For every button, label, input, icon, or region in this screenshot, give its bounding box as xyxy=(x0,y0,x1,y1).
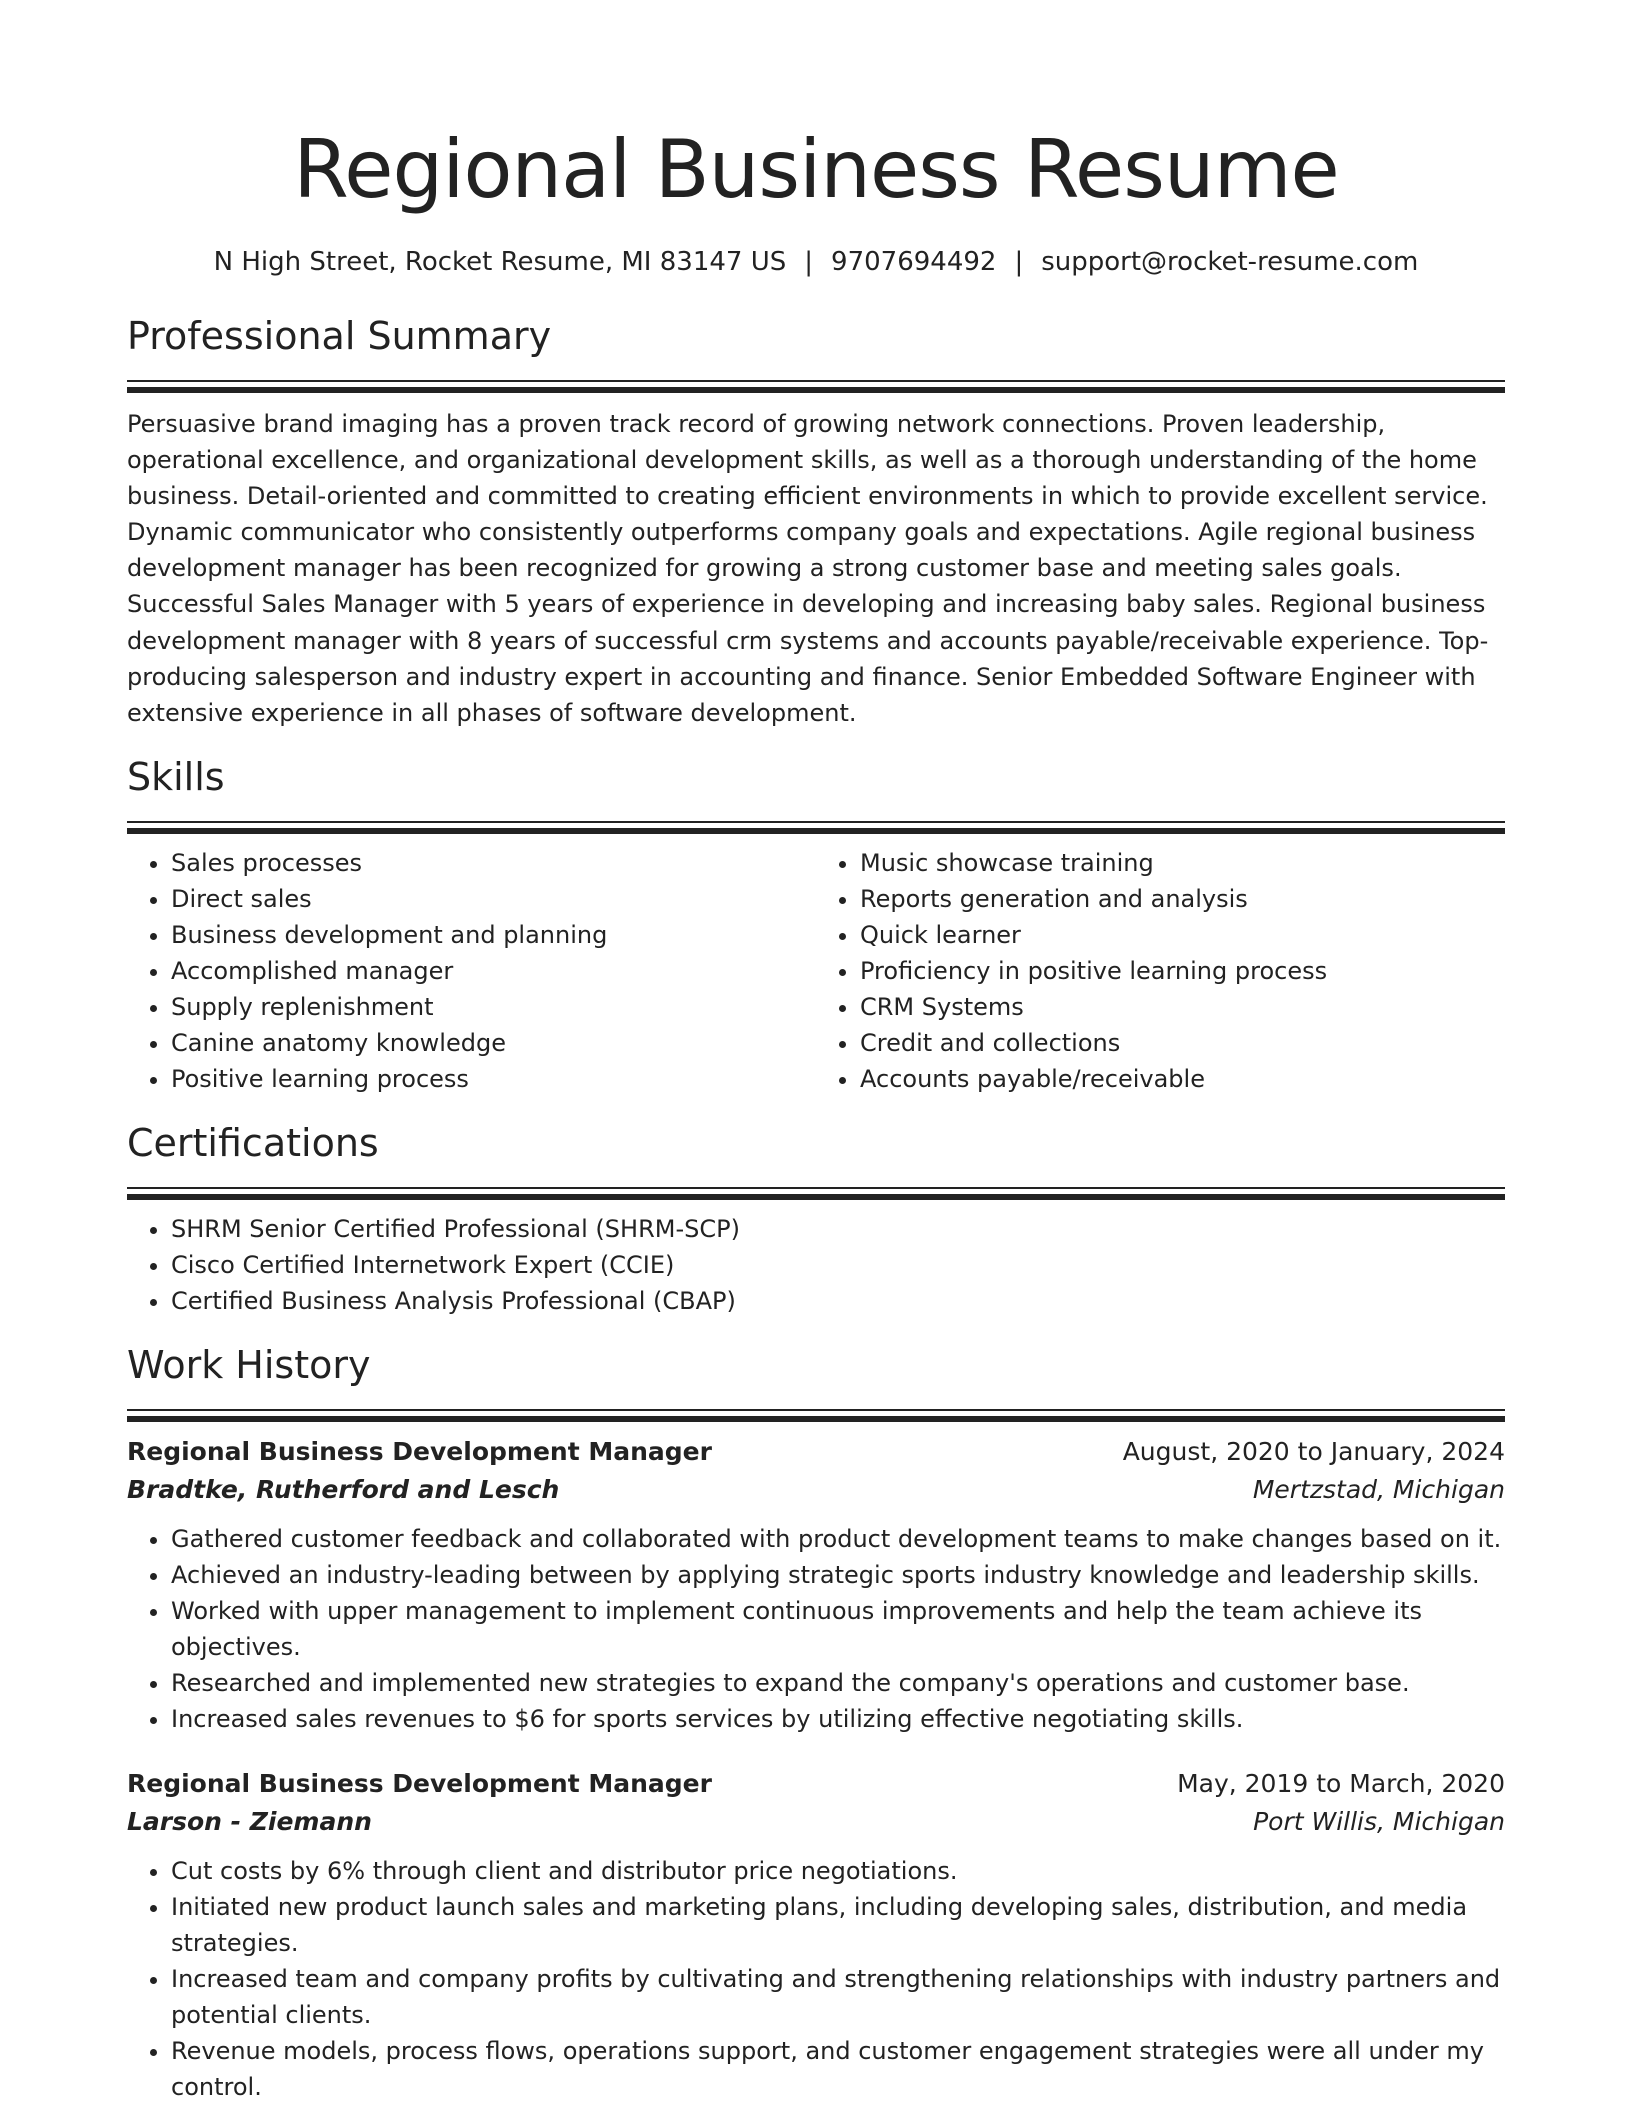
job-bullet: • Cut costs by 6% through client and distributor price negotiations. xyxy=(171,1853,1505,1889)
skill-item: • Quick learner xyxy=(860,917,1505,953)
work-history-section xyxy=(127,1341,1505,2105)
job-subheader xyxy=(127,1803,1505,1841)
contact-phone: 9707694492 xyxy=(831,247,997,277)
skill-item: • Accomplished manager xyxy=(171,953,816,989)
contact-address: N High Street, Rocket Resume, MI 83147 US xyxy=(213,247,787,277)
certification-item: • Cisco Certified Internetwork Expert (CCIE) xyxy=(171,1247,1505,1283)
summary-heading: Professional Summary xyxy=(127,314,552,358)
job-title: Regional Business Development Manager xyxy=(127,1436,712,1466)
job-bullet: • Initiated new product launch sales and marketing plans, including developing sales, distribution, and media strategies. xyxy=(171,1889,1505,1961)
contact-separator: | xyxy=(1014,247,1024,277)
job-bullet: • Increased sales revenues to $6 for sports services by utilizing effective negotiating skills. xyxy=(171,1701,1505,1737)
skill-item: • Credit and collections xyxy=(860,1025,1505,1061)
skill-item: • Sales processes xyxy=(171,845,816,881)
job-header xyxy=(127,1433,1505,1471)
job-dates: August, 2020 to January, 2024 xyxy=(1122,1436,1505,1466)
skill-item: • Canine anatomy knowledge xyxy=(171,1025,816,1061)
skill-item: • Proficiency in positive learning process xyxy=(860,953,1505,989)
job-dates: May, 2019 to March, 2020 xyxy=(1177,1768,1505,1798)
resume-title: Regional Business Resume xyxy=(293,123,1339,216)
skills-left-list xyxy=(127,845,816,1097)
contact-separator: | xyxy=(804,247,814,277)
job-entry xyxy=(127,1765,1505,2105)
job-title: Regional Business Development Manager xyxy=(127,1768,712,1798)
certification-item: • SHRM Senior Certified Professional (SHRM-SCP) xyxy=(171,1211,1505,1247)
contact-email: support@rocket-resume.com xyxy=(1041,247,1419,277)
skill-item: • Reports generation and analysis xyxy=(860,881,1505,917)
skills-section xyxy=(127,753,1505,1097)
certifications-list xyxy=(127,1211,1505,1319)
skills-right-list xyxy=(816,845,1505,1097)
section-divider xyxy=(127,1409,1505,1423)
skills-columns xyxy=(127,845,1505,1097)
skill-item: • Accounts payable/receivable xyxy=(860,1061,1505,1097)
skill-item: • Music showcase training xyxy=(860,845,1505,881)
summary-text: Persuasive brand imaging has a proven track record of growing network connections. Proven leadership, operational excellence, and organizational development skills, as well as a thorough understanding of the home business. Detail-oriented and committed to creating efficient environments in which to provide excellent service. Dynamic communicator who consistently outperforms company goals and expectations. Agile regional business development manager has been recognized for growing a strong customer base and meeting sales goals. Successful Sales Manager with 5 years of experience in developing and increasing baby sales. Regional business development manager with 8 years of successful crm systems and accounts payable/receivable experience. Top-producing salesperson and industry expert in accounting and finance. Senior Embedded Software Engineer with extensive experience in all phases of software development. xyxy=(127,410,1489,727)
job-subheader xyxy=(127,1471,1505,1509)
job-bullets xyxy=(127,1853,1505,2105)
job-entry xyxy=(127,1433,1505,1737)
section-divider xyxy=(127,1187,1505,1201)
certification-item: • Certified Business Analysis Professional (CBAP) xyxy=(171,1283,1505,1319)
job-bullet: • Researched and implemented new strategies to expand the company's operations and customer base. xyxy=(171,1665,1505,1701)
job-bullet: • Achieved an industry-leading between by applying strategic sports industry knowledge and leadership skills. xyxy=(171,1557,1505,1593)
skills-heading: Skills xyxy=(127,754,225,799)
skill-item: • Positive learning process xyxy=(171,1061,816,1097)
job-bullets xyxy=(127,1521,1505,1737)
work-history-heading: Work History xyxy=(127,1342,371,1387)
skill-item: • Business development and planning xyxy=(171,917,816,953)
job-company: Bradtke, Rutherford and Lesch xyxy=(127,1474,560,1504)
summary-section xyxy=(127,312,1505,731)
job-bullet: • Revenue models, process flows, operations support, and customer engagement strategies were all under my control. xyxy=(171,2033,1505,2105)
job-bullet: • Increased team and company profits by cultivating and strengthening relationships with industry partners and potential clients. xyxy=(171,1961,1505,2033)
certifications-section xyxy=(127,1119,1505,1319)
certifications-heading: Certifications xyxy=(127,1120,379,1165)
contact-line xyxy=(127,244,1505,280)
section-divider xyxy=(127,821,1505,835)
skill-item: • Direct sales xyxy=(171,881,816,917)
job-company: Larson - Ziemann xyxy=(127,1806,372,1836)
job-header xyxy=(127,1765,1505,1803)
skill-item: • CRM Systems xyxy=(860,989,1505,1025)
skill-item: • Supply replenishment xyxy=(171,989,816,1025)
job-bullet: • Gathered customer feedback and collaborated with product development teams to make changes based on it. xyxy=(171,1521,1505,1557)
section-divider xyxy=(127,380,1505,394)
job-bullet: • Worked with upper management to implement continuous improvements and help the team achieve its objectives. xyxy=(171,1593,1505,1665)
job-location: Mertzstad, Michigan xyxy=(1252,1474,1505,1504)
job-location: Port Willis, Michigan xyxy=(1253,1806,1505,1836)
